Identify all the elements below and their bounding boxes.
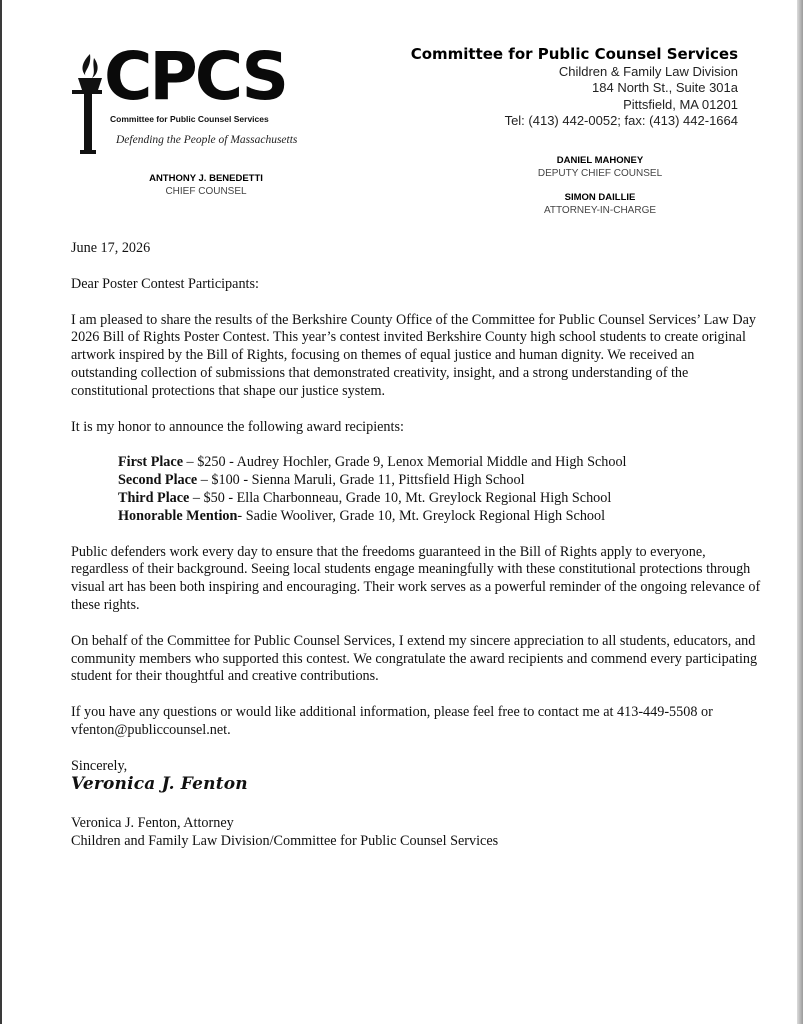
award-item	[118, 508, 761, 526]
logo-subtitle: Committee for Public Counsel Services	[110, 114, 269, 124]
logo-wordmark: CPCS	[104, 38, 287, 115]
letter-closing: Sincerely,	[71, 757, 128, 774]
chief-counsel-name: ANTHONY J. BENEDETTI	[149, 173, 263, 184]
deputy-chief-block	[530, 154, 670, 180]
award-detail: – $100 - Sienna Maruli, Grade 11, Pittsfield High School	[197, 472, 525, 489]
paragraph-announce: It is my honor to announce the following award recipients:	[71, 418, 404, 435]
chief-counsel-block	[126, 172, 286, 198]
letter-body	[71, 240, 761, 851]
award-place: Third Place	[118, 489, 190, 506]
letter-date: June 17, 2026	[71, 240, 151, 256]
award-detail: – $250 - Audrey Hochler, Grade 9, Lenox Memorial Middle and High School	[183, 454, 627, 471]
signer-name-title: Veronica J. Fenton, Attorney	[71, 815, 234, 832]
phone-fax: Tel: (413) 442-0052; fax: (413) 442-1664	[504, 113, 738, 129]
attorney-in-charge-title: ATTORNEY-IN-CHARGE	[543, 205, 657, 216]
award-item	[118, 454, 761, 472]
award-list	[118, 454, 761, 525]
award-detail: - Sadie Wooliver, Grade 10, Mt. Greylock Regional High School	[237, 507, 606, 524]
award-place: Second Place	[118, 472, 198, 489]
award-place: Honorable Mention	[118, 507, 238, 524]
award-detail: – $50 - Ella Charbonneau, Grade 10, Mt. Greylock Regional High School	[189, 489, 612, 506]
division-name: Children & Family Law Division	[558, 64, 738, 79]
attorney-in-charge-name: SIMON DAILLIE	[564, 192, 636, 203]
street-address: 184 North St., Suite 301a	[592, 80, 738, 96]
paragraph-appreciation: On behalf of the Committee for Public Counsel Services, I extend my sincere appreciation to all students, educators, and community members who supported this contest. We congratulate the award recipients and commend every participating student for their thoughtful and creative contributions.	[71, 632, 758, 685]
handwritten-signature: Veronica J. Fenton	[71, 773, 248, 794]
award-place: First Place	[118, 454, 183, 471]
office-address	[411, 44, 738, 130]
cpcs-logo	[70, 38, 340, 160]
award-item	[118, 472, 761, 490]
office-name: Committee for Public Counsel Services	[410, 45, 738, 63]
deputy-chief-title: DEPUTY CHIEF COUNSEL	[537, 168, 663, 179]
city-address: Pittsfield, MA 01201	[623, 96, 738, 112]
signer-organization: Children and Family Law Division/Committee for Public Counsel Services	[71, 833, 499, 850]
logo-tagline: Defending the People of Massachusetts	[116, 134, 298, 146]
paragraph-intro: I am pleased to share the results of the Berkshire County Office of the Committee for Public Counsel Services’ Law Day 2026 Bill of Rights Poster Contest. This year’s contest invited Berkshire County high school students to create original artwork inspired by the Bill of Rights, focusing on themes of equal justice and human dignity. We received an outstanding collection of submissions that demonstrated creativity, insight, and a strong understanding of the constitutional protections that shape our justice system.	[71, 311, 757, 399]
letter-salutation: Dear Poster Contest Participants:	[71, 275, 259, 292]
paragraph-contact: If you have any questions or would like additional information, please feel free to contact me at 413-449-5508 or vfenton@publiccounsel.net.	[71, 704, 713, 738]
paragraph-public-defenders: Public defenders work every day to ensure that the freedoms guaranteed in the Bill of Rights apply to everyone, regardless of their background. Seeing local students engage meaningfully with these constitutional protections through visual art has been both inspiring and encouraging. Their work serves as a powerful reminder of the ongoing relevance of these rights.	[71, 543, 761, 613]
attorney-in-charge-block	[530, 191, 670, 217]
page-right-edge	[797, 0, 803, 1024]
chief-counsel-title: CHIEF COUNSEL	[165, 186, 247, 197]
page-left-edge	[0, 0, 2, 1024]
award-item	[118, 490, 761, 508]
deputy-chief-name: DANIEL MAHONEY	[556, 155, 644, 166]
